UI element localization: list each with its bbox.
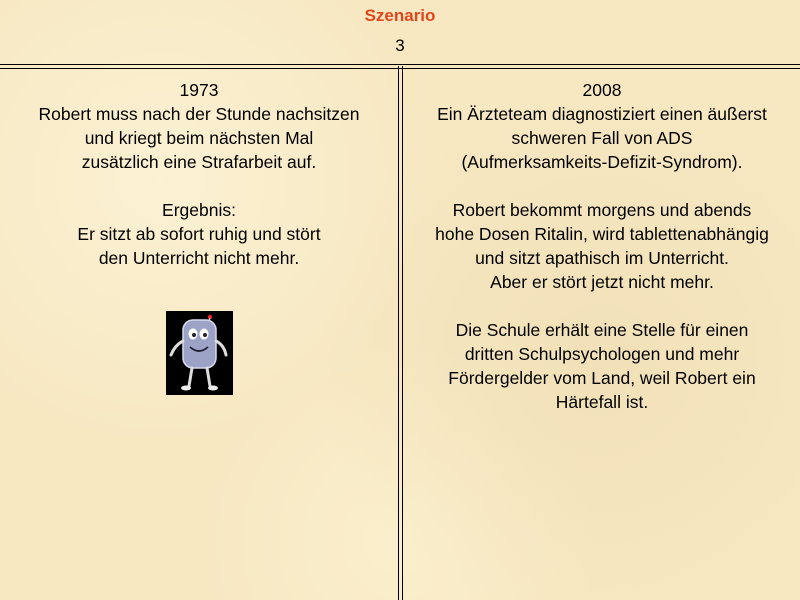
right-column (404, 78, 800, 414)
divider-top (0, 64, 800, 65)
divider-center-right (402, 66, 403, 600)
spacer (404, 294, 800, 318)
text-line: Die Schule erhält eine Stelle für einen (455, 320, 749, 340)
text-line: Härtefall ist. (555, 392, 649, 412)
year-2008: 2008 (582, 80, 622, 100)
result-heading: Ergebnis: (162, 200, 236, 220)
text-line: (Aufmerksamkeits-Defizit-Syndrom). (461, 152, 743, 172)
text-line: Robert muss nach der Stunde nachsitzen (38, 104, 360, 124)
text-line: und sitzt apathisch im Unterricht. (475, 248, 729, 268)
text-line: Ein Ärzteteam diagnostiziert einen äußerst (437, 104, 767, 124)
slide-number: 3 (395, 36, 405, 55)
text-line: schweren Fall von ADS (511, 128, 693, 148)
text-line: hohe Dosen Ritalin, wird tablettenabhängig (435, 224, 769, 244)
text-line: Aber er stört jetzt nicht mehr. (490, 272, 714, 292)
page-title: Szenario (364, 6, 436, 25)
spacer (404, 174, 800, 198)
text-line: und kriegt beim nächsten Mal (84, 128, 314, 148)
cartoon-robot-icon (166, 311, 233, 395)
text-line: dritten Schulpsychologen und mehr (464, 344, 740, 364)
divider-center-left (398, 66, 399, 600)
text-line: zusätzlich eine Strafarbeit auf. (81, 152, 317, 172)
left-column (0, 78, 398, 270)
year-1973: 1973 (179, 80, 219, 100)
spacer (0, 174, 398, 198)
text-line: Fördergelder vom Land, weil Robert ein (448, 368, 756, 388)
text-line: Robert bekommt morgens und abends (452, 200, 752, 220)
text-line: Er sitzt ab sofort ruhig und stört (77, 224, 321, 244)
divider-top-inner (0, 68, 800, 69)
text-line: den Unterricht nicht mehr. (98, 248, 300, 268)
